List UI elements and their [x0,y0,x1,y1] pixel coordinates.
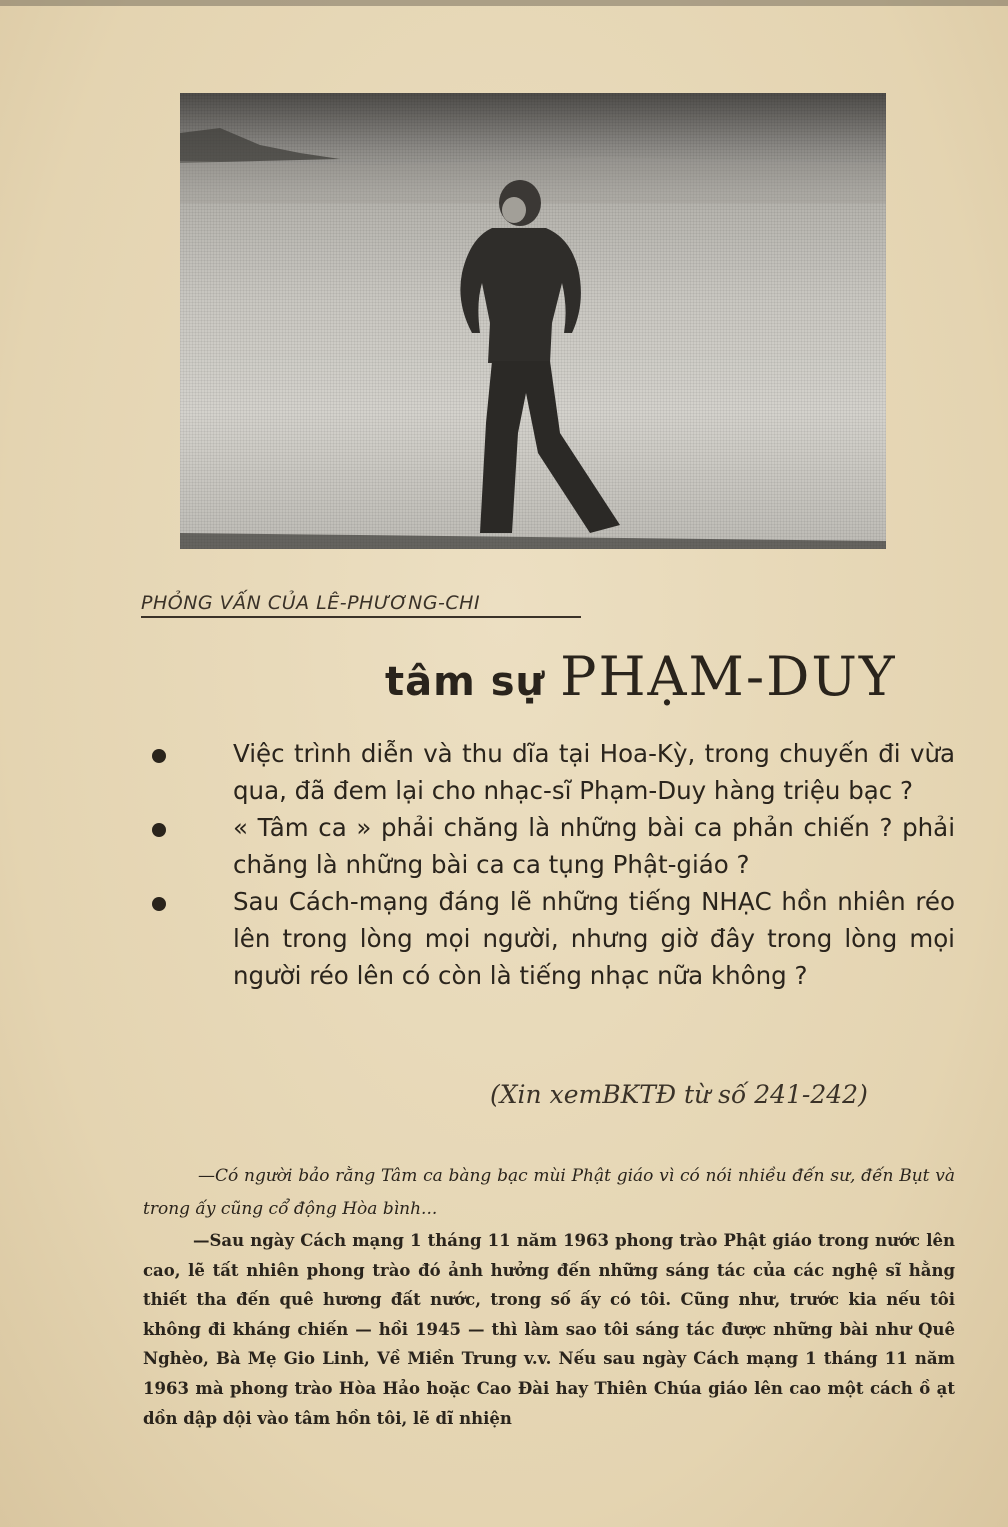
interview-question: —Có người bảo rằng Tâm ca bàng bạc mùi Phật giáo vì có nói nhiều đến sư, đến Bụt và trong ấy cũng cổ động Hòa bình... [143,1166,955,1219]
question-text: Việc trình diễn và thu dĩa tại Hoa-Kỳ, trong chuyến đi vừa qua, đã đem lại cho nhạc-sĩ Phạm-Duy hàng triệu bạc ? [233,739,955,805]
bullet-icon [152,823,166,837]
article-headline [385,645,965,708]
interview-answer: —Sau ngày Cách mạng 1 tháng 11 năm 1963 phong trào Phật giáo trong nước lên cao, lẽ tất nhiên phong trào đó ảnh hưởng đến những sáng tác của các nghệ sĩ hằng thiết tha đến quê hương đất nước, trong số ấy có tôi. Cũng như, trước kia nếu tôi không đi kháng chiến — hồi 1945 — thì làm sao tôi sáng tác được những bài như Quê Nghèo, Bà Mẹ Gio Linh, Về Miền Trung v.v. Nếu sau ngày Cách mạng 1 tháng 11 năm 1963 mà phong trào Hòa Hảo hoặc Cao Đài hay Thiên Chúa giáo lên cao một cách ồ ạt dồn dập dội vào tâm hồn tôi, lẽ dĩ nhiện [143,1231,955,1428]
list-item [140,735,955,809]
issue-reference: (Xin xemBKTĐ từ số 241-242) [490,1080,868,1109]
list-item [140,883,955,994]
photo-ground [180,533,886,549]
bullet-icon [152,897,166,911]
list-item [140,809,955,883]
page-edge [0,0,1008,6]
question-text: « Tâm ca » phải chăng là những bài ca phản chiến ? phải chăng là những bài ca ca tụng Phật-giáo ? [233,813,955,879]
photo-face [502,197,526,223]
photo-hills [180,128,340,163]
portrait-photo [180,93,886,549]
question-list [140,735,955,994]
photo-torso [460,228,581,363]
photo-legs [480,361,620,533]
headline-prefix: tâm sự [385,659,546,705]
question-text: Sau Cách-mạng đáng lẽ những tiếng NHẠC hồn nhiên réo lên trong lòng mọi người, nhưng giờ đây trong lòng mọi người réo lên có còn là tiếng nhạc nữa không ? [233,887,955,990]
bullet-icon [152,749,166,763]
headline-name: PHẠM-DUY [560,645,897,708]
interviewer-byline: PHỎNG VẤN CỦA LÊ-PHƯƠNG-CHI [141,592,581,618]
photo-figure [180,93,886,549]
